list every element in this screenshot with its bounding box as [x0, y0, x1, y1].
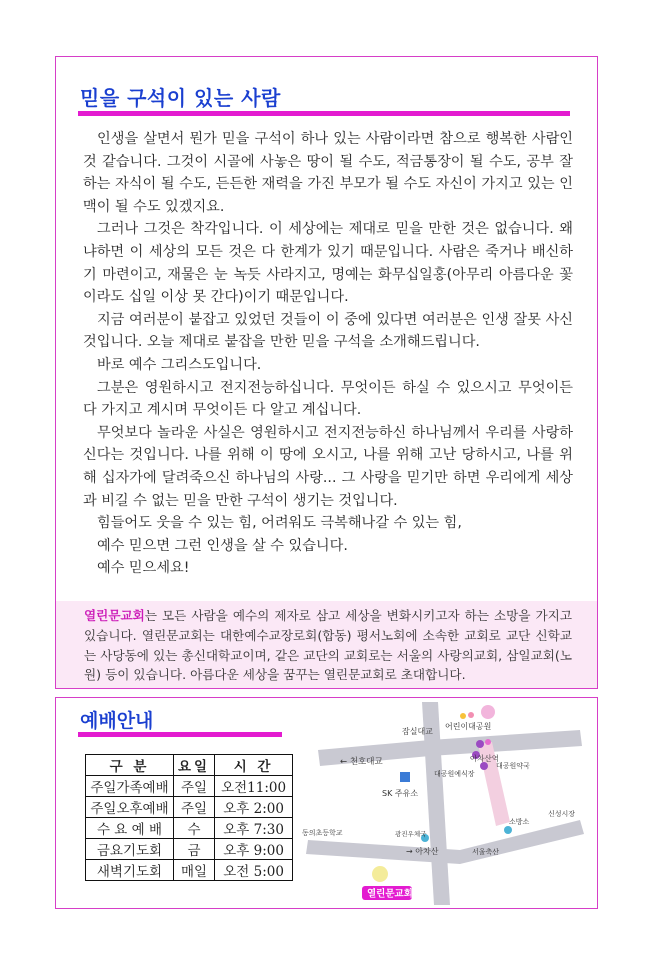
cell-day: 매일	[174, 860, 215, 881]
map-label-elementary-school: 동의초등학교	[302, 829, 343, 837]
flower-icon	[468, 712, 474, 718]
map-label-wedding-hall: 대공원예식장	[434, 770, 475, 778]
fire-station-icon	[504, 826, 512, 834]
cell-day: 금	[174, 839, 215, 860]
map-label-children-park: 어린이대공원	[445, 722, 492, 731]
map-label-market: 신성시장	[548, 810, 576, 818]
map-label-achasan: → 아차산	[406, 847, 439, 856]
map-label-jamsil-bridge: 잠실대교	[402, 727, 433, 736]
header-time: 시 간	[215, 755, 293, 776]
paragraph: 인생을 살면서 뭔가 믿을 구석이 하나 있는 사람이라면 참으로 행복한 사람인 것 같습니다. 그것이 시골에 사놓은 땅이 될 수도, 적금통장이 될 수도, 공부 잘하는 자식이 될 수도, 든든한 재력을 가진 부모가 될 수도 자신이 가지고 있는 인맥이 될 수도 있겠지요.	[83, 131, 573, 215]
header-day: 요일	[174, 755, 215, 776]
subway-marker-icon	[476, 740, 484, 748]
paragraph: 그분은 영원하시고 전지전능하십니다. 무엇이든 하실 수 있으시고 무엇이든 다 가지고 계시며 무엇이든 다 알고 계십니다.	[83, 379, 573, 419]
cell-day: 주일	[174, 776, 215, 797]
subway-marker-icon	[480, 762, 488, 770]
location-map	[300, 702, 590, 905]
cell-category: 주일오후예배	[86, 797, 174, 818]
marker-icon	[485, 739, 491, 745]
header-category: 구 분	[86, 755, 174, 776]
table-row	[86, 797, 293, 818]
map-label-cheonho-bridge: ← 천호대교	[340, 757, 383, 767]
article-body	[83, 128, 573, 580]
map-label-achasan-station: 아차산역	[470, 754, 499, 763]
map-label-pharmacy: 대공원약국	[496, 762, 530, 770]
cell-time: 오후 7:30	[215, 818, 293, 839]
paragraph: 지금 여러분이 붙잡고 있었던 것들이 이 중에 있다면 여러분은 인생 잘못 사신 것입니다. 오늘 제대로 붙잡을 만한 믿을 구석을 소개해드립니다.	[83, 311, 573, 351]
worship-schedule-table	[85, 754, 293, 881]
paragraph: 힘들어도 웃을 수 있는 힘, 어려워도 극복해나갈 수 있는 힘,	[97, 515, 462, 532]
cell-day: 주일	[174, 797, 215, 818]
worship-title: 예배안내	[80, 710, 154, 732]
intro-text	[84, 606, 572, 685]
map-label-butcher: 서울축산	[472, 848, 500, 856]
paragraph: 예수 믿으세요!	[97, 560, 190, 577]
cell-category: 수 요 예 배	[86, 818, 174, 839]
article-title: 믿을 구석이 있는 사람	[80, 86, 281, 110]
church-name: 열린문교회	[84, 608, 145, 623]
title-underline	[78, 111, 570, 116]
worship-title-underline	[78, 732, 282, 737]
table-header-row	[86, 755, 293, 776]
flower-icon	[460, 713, 466, 719]
park-icon	[481, 705, 495, 719]
cell-day: 수	[174, 818, 215, 839]
intro-body: 는 모든 사람을 예수의 제자로 삼고 세상을 변화시키고자 하는 소망을 가지고 있습니다. 열린문교회는 대한예수교장로회(합동) 평서노회에 소속한 교회로 교단 신학교는 사당동에 있는 총신대학교이며, 같은 교단의 교회로는 서울의 사랑의교회, 삼일교회(노원) 등이 있습니다. 아름다운 세상을 꿈꾸는 열린문교회로 초대합니다.	[84, 608, 572, 683]
cell-category: 주일가족예배	[86, 776, 174, 797]
map-label-post-office: 광진우체국	[395, 830, 427, 838]
paragraph: 예수 믿으면 그런 인생을 살 수 있습니다.	[97, 537, 348, 554]
cell-time: 오전 5:00	[215, 860, 293, 881]
cell-time: 오후 2:00	[215, 797, 293, 818]
table-row	[86, 860, 293, 881]
table-row	[86, 818, 293, 839]
table-row	[86, 776, 293, 797]
paragraph: 그러나 그것은 착각입니다. 이 세상에는 제대로 믿을 만한 것은 없습니다. 왜냐하면 이 세상의 모든 것은 다 한계가 있기 때문입니다. 사람은 죽거나 배신하기 마련이고, 재물은 눈 녹듯 사라지고, 명예는 화무십일홍(아무리 아름다운 꽃이라도 십일 이상 못 간다)이기 때문입니다.	[83, 221, 573, 306]
cell-time: 오후 9:00	[215, 839, 293, 860]
gas-station-icon	[400, 772, 410, 782]
paragraph: 무엇보다 놀라운 사실은 영원하시고 전지전능하신 하나님께서 우리를 사랑하신다는 것입니다. 나를 위해 이 땅에 오시고, 나를 위해 고난 당하시고, 나를 위해 십자가에 달려죽으신 하나님의 사랑... 그 사랑을 믿기만 하면 우리에게 세상과 비길 수 없는 믿을 만한 구석이 생기는 것입니다.	[83, 424, 573, 509]
map-label-sk-station: SK 주유소	[382, 789, 419, 798]
map-label-church: 열린문교회	[367, 888, 413, 900]
cell-category: 새벽기도회	[86, 860, 174, 881]
map-label-fire-station: 소방소	[509, 818, 530, 826]
cell-time: 오전11:00	[215, 776, 293, 797]
paragraph: 바로 예수 그리스도입니다.	[97, 356, 262, 373]
church-building-icon	[372, 866, 388, 882]
cell-category: 금요기도회	[86, 839, 174, 860]
table-row	[86, 839, 293, 860]
